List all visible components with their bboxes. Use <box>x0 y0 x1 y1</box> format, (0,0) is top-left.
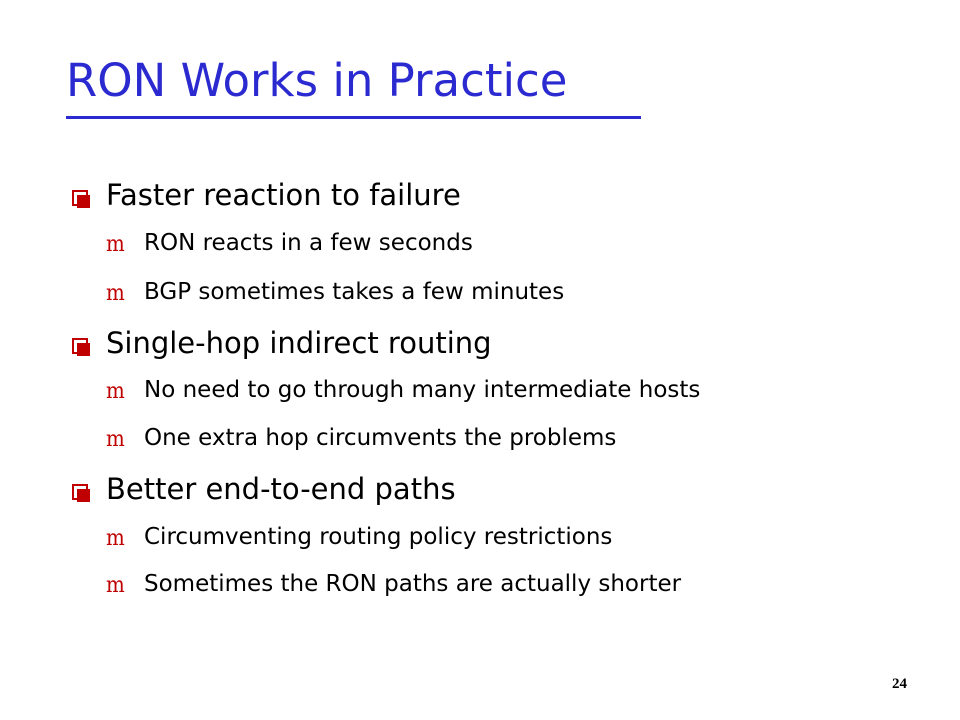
sub-bullet-item <box>105 377 701 404</box>
sub-bullet-text: Sometimes the RON paths are actually shorter <box>144 571 682 597</box>
sub-bullet-item <box>105 571 682 598</box>
sub-bullet-text: Circumventing routing policy restrictions <box>144 524 613 550</box>
sub-bullet-item <box>105 230 473 257</box>
slide-title: RON Works in Practice <box>66 54 568 107</box>
bullet-text: Faster reaction to failure <box>106 178 461 212</box>
title-underline <box>66 116 641 119</box>
bullet-item <box>72 326 492 360</box>
m-arc-bullet-icon: m <box>106 573 125 598</box>
m-arc-bullet-icon: m <box>106 281 125 306</box>
bullet-item <box>72 472 456 506</box>
sub-bullet-text: RON reacts in a few seconds <box>144 230 473 256</box>
m-arc-bullet-icon: m <box>106 379 125 404</box>
sub-bullet-text: One extra hop circumvents the problems <box>144 425 617 451</box>
square-bullet-icon <box>72 338 88 354</box>
m-arc-bullet-icon: m <box>106 427 125 452</box>
page-number: 24 <box>892 676 907 692</box>
square-bullet-icon <box>72 190 88 206</box>
sub-bullet-item <box>105 524 613 551</box>
sub-bullet-text: BGP sometimes takes a few minutes <box>144 279 565 305</box>
sub-bullet-item <box>105 425 617 452</box>
square-bullet-icon <box>72 484 88 500</box>
m-arc-bullet-icon: m <box>106 232 125 257</box>
sub-bullet-item <box>105 279 565 306</box>
bullet-text: Better end-to-end paths <box>106 472 456 506</box>
sub-bullet-text: No need to go through many intermediate hosts <box>144 377 701 403</box>
m-arc-bullet-icon: m <box>106 526 125 551</box>
bullet-item <box>72 178 461 212</box>
bullet-text: Single-hop indirect routing <box>106 326 492 360</box>
